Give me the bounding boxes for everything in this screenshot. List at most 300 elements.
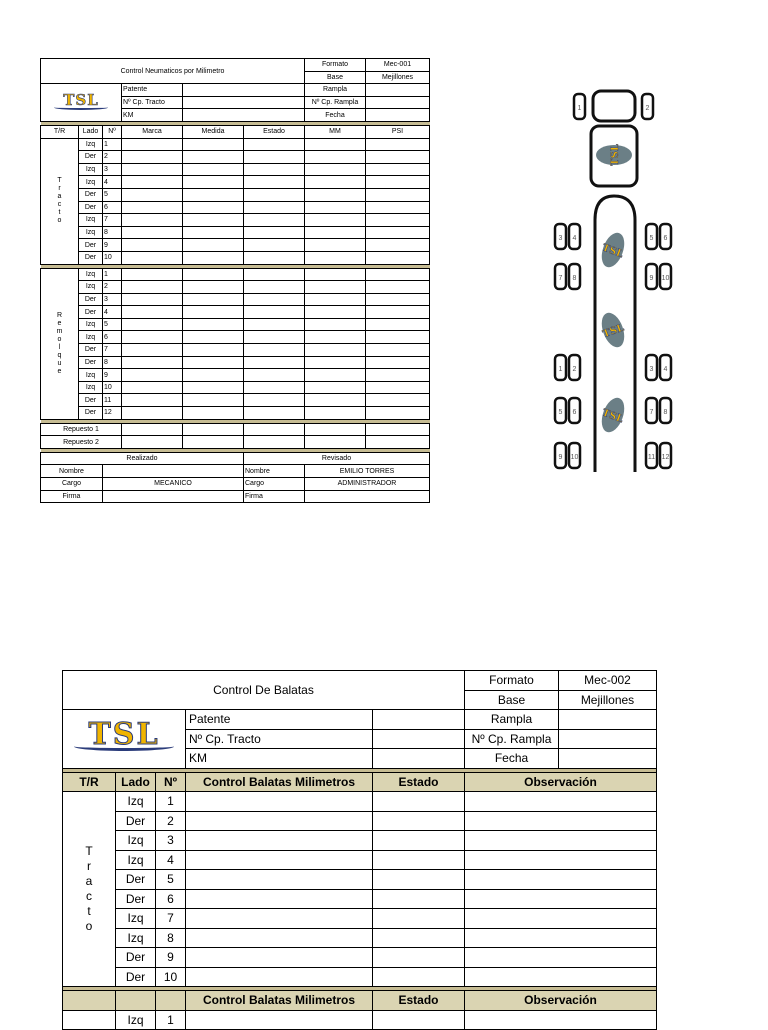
fecha-label: Fecha [465,749,559,769]
mm-cell[interactable] [305,331,366,344]
medida-cell[interactable] [183,331,244,344]
mm-cell[interactable] [305,239,366,252]
estado-cell[interactable] [373,870,465,890]
patente-label: Patente [186,710,373,730]
mm-cell[interactable] [305,318,366,331]
medida-cell[interactable] [183,293,244,306]
observacion-cell[interactable] [465,850,657,870]
estado-cell[interactable] [244,188,305,201]
estado-cell[interactable] [244,214,305,227]
signature-value[interactable]: EMILIO TORRES [305,465,430,478]
psi-cell[interactable] [366,407,430,420]
psi-cell[interactable] [366,188,430,201]
numero-cell: 7 [103,214,122,227]
marca-cell[interactable] [122,214,183,227]
signature-value[interactable] [103,465,244,478]
vertical-letter: o [85,919,93,933]
numero-cell: 6 [103,201,122,214]
estado-cell[interactable] [244,201,305,214]
estado-cell[interactable] [244,251,305,264]
tracto-label [41,138,79,264]
medida-cell[interactable] [183,436,244,449]
observacion-cell[interactable] [465,928,657,948]
marca-cell[interactable] [122,306,183,319]
numero-cell: 9 [156,948,186,968]
signature-label: Nombre [41,465,103,478]
psi-cell[interactable] [366,381,430,394]
lado-cell: Der [79,344,103,357]
tire-number: 5 [649,235,654,242]
marca-cell[interactable] [122,407,183,420]
marca-cell[interactable] [122,239,183,252]
marca-cell[interactable] [122,331,183,344]
estado-cell[interactable] [244,356,305,369]
vertical-letter: o [57,335,62,343]
marca-cell[interactable] [122,436,183,449]
header-numero: Nº [103,125,122,138]
estado-cell[interactable] [244,239,305,252]
numero-cell: 3 [103,163,122,176]
medida-cell[interactable] [183,188,244,201]
cp-rampla-label: Nº Cp. Rampla [465,729,559,749]
km-value[interactable] [373,749,465,769]
mm-cell[interactable] [305,268,366,281]
medida-cell[interactable] [183,138,244,151]
cp-tracto-value[interactable] [183,96,305,109]
formato-label: Formato [465,671,559,691]
medida-cell[interactable] [183,356,244,369]
table-row [41,306,430,319]
vertical-letter: e [57,367,62,375]
company-logo [41,84,122,122]
numero-cell: 2 [156,811,186,831]
marca-cell[interactable] [122,176,183,189]
table-row [41,251,430,264]
medida-cell[interactable] [183,239,244,252]
observacion-cell[interactable] [465,831,657,851]
marca-cell[interactable] [122,293,183,306]
medida-cell[interactable] [183,163,244,176]
estado-cell[interactable] [244,293,305,306]
lado-cell: Izq [79,163,103,176]
estado-cell[interactable] [244,138,305,151]
table-row [41,201,430,214]
numero-cell: 2 [103,151,122,164]
table-row [63,1010,657,1030]
numero-cell: 4 [103,306,122,319]
lado-cell: Der [79,239,103,252]
medida-cell[interactable] [183,423,244,436]
control-balatas-cell[interactable] [186,967,373,987]
psi-cell[interactable] [366,214,430,227]
tire-number: 4 [572,235,577,242]
tire-number: 8 [572,275,577,282]
lado-cell: Izq [79,281,103,294]
fecha-label: Fecha [305,109,366,122]
rampla-value[interactable] [559,710,657,730]
control-balatas-cell[interactable] [186,831,373,851]
tire-number: 1 [558,366,563,373]
cp-tracto-value[interactable] [373,729,465,749]
lado-cell: Der [116,811,156,831]
vertical-letter: o [57,217,62,225]
header-lado: Lado [116,772,156,792]
observacion-cell[interactable] [465,909,657,929]
signature-label: Firma [244,490,305,503]
control-balatas-cell[interactable] [186,811,373,831]
marca-cell[interactable] [122,281,183,294]
psi-cell[interactable] [366,281,430,294]
estado-cell[interactable] [244,281,305,294]
signature-row [41,465,430,478]
vertical-letter: c [86,889,92,903]
psi-cell[interactable] [366,423,430,436]
rampla-label: Rampla [465,710,559,730]
lado-cell: Der [79,394,103,407]
estado-cell[interactable] [244,268,305,281]
numero-cell: 6 [156,889,186,909]
estado-cell[interactable] [244,318,305,331]
form-title: Control De Balatas [63,671,465,710]
tire-number: 7 [558,275,563,282]
vertical-letter: a [57,193,62,201]
mm-cell[interactable] [305,394,366,407]
signature-row [41,478,430,491]
medida-cell[interactable] [183,201,244,214]
mm-cell[interactable] [305,226,366,239]
estado-cell[interactable] [244,163,305,176]
psi-cell[interactable] [366,226,430,239]
header-control-balatas: Control Balatas Milimetros [186,991,373,1011]
table-row [41,226,430,239]
mm-cell[interactable] [305,163,366,176]
estado-cell[interactable] [244,344,305,357]
mm-cell[interactable] [305,436,366,449]
tire-number: 10 [570,454,579,461]
estado-cell[interactable] [244,176,305,189]
signature-value[interactable]: MECANICO [103,478,244,491]
header-lado: Lado [79,125,103,138]
mm-cell[interactable] [305,369,366,382]
mm-cell[interactable] [305,407,366,420]
header-observacion: Observación [465,772,657,792]
cp-tracto-label: Nº Cp. Tracto [122,96,183,109]
logo-text: TSL [610,144,621,166]
medida-cell[interactable] [183,151,244,164]
lado-cell: Der [116,889,156,909]
header-mm: MM [305,125,366,138]
medida-cell[interactable] [183,318,244,331]
psi-cell[interactable] [366,318,430,331]
form-title: Control Neumaticos por Milimetro [41,59,305,84]
mm-cell[interactable] [305,176,366,189]
estado-cell[interactable] [373,831,465,851]
tire-number: 3 [649,366,654,373]
cp-rampla-label: Nº Cp. Rampla [305,96,366,109]
logo-text: TSL [600,407,625,426]
cp-rampla-value[interactable] [366,96,430,109]
table-row [63,831,657,851]
marca-cell[interactable] [122,163,183,176]
observacion-cell[interactable] [465,967,657,987]
control-balatas-cell[interactable] [186,948,373,968]
control-balatas-cell[interactable] [186,909,373,929]
tire-number: 6 [572,409,577,416]
numero-cell: 9 [103,369,122,382]
numero-cell: 6 [103,331,122,344]
psi-cell[interactable] [366,356,430,369]
estado-cell[interactable] [244,306,305,319]
vertical-letter: m [56,327,63,335]
mm-cell[interactable] [305,188,366,201]
mm-cell[interactable] [305,344,366,357]
header-observacion: Observación [465,991,657,1011]
psi-cell[interactable] [366,369,430,382]
lado-cell: Der [79,201,103,214]
medida-cell[interactable] [183,381,244,394]
psi-cell[interactable] [366,201,430,214]
fecha-value[interactable] [366,109,430,122]
tire-number: 2 [645,105,650,112]
table-row [63,967,657,987]
table-row [63,792,657,812]
km-label: KM [186,749,373,769]
km-label: KM [122,109,183,122]
table-row [41,344,430,357]
formato-value: Mec-002 [559,671,657,691]
medida-cell[interactable] [183,369,244,382]
vertical-letter: a [85,874,93,888]
signature-value[interactable]: ADMINISTRADOR [305,478,430,491]
lado-cell: Der [79,407,103,420]
estado-cell[interactable] [244,436,305,449]
medida-cell[interactable] [183,306,244,319]
signature-value[interactable] [103,490,244,503]
estado-cell[interactable] [244,407,305,420]
marca-cell[interactable] [122,423,183,436]
estado-cell[interactable] [244,226,305,239]
psi-cell[interactable] [366,344,430,357]
estado-cell[interactable] [373,811,465,831]
medida-cell[interactable] [183,344,244,357]
vertical-letter: l [58,343,61,351]
psi-cell[interactable] [366,268,430,281]
marca-cell[interactable] [122,268,183,281]
estado-cell[interactable] [244,331,305,344]
km-value[interactable] [183,109,305,122]
estado-cell[interactable] [373,889,465,909]
vertical-letter: T [57,177,62,185]
numero-cell: 11 [103,394,122,407]
table-row [63,909,657,929]
marca-cell[interactable] [122,201,183,214]
medida-cell[interactable] [183,407,244,420]
observacion-cell[interactable] [465,811,657,831]
vertical-letter: e [57,319,62,327]
observacion-cell[interactable] [465,792,657,812]
signature-value[interactable] [305,490,430,503]
marca-cell[interactable] [122,151,183,164]
mm-cell[interactable] [305,281,366,294]
medida-cell[interactable] [183,394,244,407]
mm-cell[interactable] [305,356,366,369]
numero-cell: 5 [156,870,186,890]
tire-number: 10 [661,275,670,282]
control-balatas-cell[interactable] [186,928,373,948]
estado-cell[interactable] [373,967,465,987]
mm-cell[interactable] [305,381,366,394]
psi-cell[interactable] [366,293,430,306]
vertical-letter: u [57,359,62,367]
vertical-letter: t [58,209,61,217]
marca-cell[interactable] [122,138,183,151]
table-row [63,811,657,831]
lado-cell: Der [116,967,156,987]
lado-cell: Izq [116,1010,156,1030]
mm-cell[interactable] [305,201,366,214]
numero-cell: 8 [103,356,122,369]
observacion-cell[interactable] [465,1010,657,1030]
medida-cell[interactable] [183,214,244,227]
header-blank [156,991,186,1011]
tire-number: 4 [663,366,668,373]
marca-cell[interactable] [122,344,183,357]
estado-cell[interactable] [373,928,465,948]
psi-cell[interactable] [366,306,430,319]
psi-cell[interactable] [366,176,430,189]
header-estado: Estado [373,991,465,1011]
mm-cell[interactable] [305,423,366,436]
signature-header [41,452,430,465]
numero-cell: 10 [103,251,122,264]
marca-cell[interactable] [122,394,183,407]
marca-cell[interactable] [122,188,183,201]
marca-cell[interactable] [122,226,183,239]
estado-cell[interactable] [244,369,305,382]
mm-cell[interactable] [305,214,366,227]
marca-cell[interactable] [122,356,183,369]
mm-cell[interactable] [305,306,366,319]
marca-cell[interactable] [122,369,183,382]
psi-cell[interactable] [366,394,430,407]
vertical-letter: r [87,859,91,873]
mm-cell[interactable] [305,151,366,164]
vertical-letter: t [87,904,91,918]
table-row [41,407,430,420]
lado-cell: Der [79,293,103,306]
table-row [63,850,657,870]
table-row [41,188,430,201]
medida-cell[interactable] [183,281,244,294]
tire-number: 11 [647,454,656,461]
header-tr: T/R [41,125,79,138]
estado-cell[interactable] [373,792,465,812]
observacion-cell[interactable] [465,889,657,909]
estado-cell[interactable] [244,394,305,407]
estado-cell[interactable] [244,151,305,164]
lado-cell: Der [79,306,103,319]
numero-cell: 1 [103,138,122,151]
estado-cell[interactable] [373,850,465,870]
medida-cell[interactable] [183,251,244,264]
vertical-letter: c [57,201,62,209]
numero-cell: 3 [103,293,122,306]
mm-cell[interactable] [305,138,366,151]
patente-value[interactable] [183,84,305,97]
table-row [41,214,430,227]
estado-cell[interactable] [244,381,305,394]
numero-cell: 12 [103,407,122,420]
header-control-balatas: Control Balatas Milimetros [186,772,373,792]
repuesto-label: Repuesto 2 [41,436,122,449]
marca-cell[interactable] [122,318,183,331]
estado-cell[interactable] [373,1010,465,1030]
cab-front-icon [593,91,635,121]
column-headers [41,125,430,138]
tire-number: 1 [577,105,582,112]
tire-number: 12 [661,454,670,461]
table-row [41,176,430,189]
control-balatas-cell[interactable] [186,1010,373,1030]
control-balatas-cell[interactable] [186,870,373,890]
medida-cell[interactable] [183,176,244,189]
estado-cell[interactable] [373,909,465,929]
rampla-value[interactable] [366,84,430,97]
tire-number: 8 [663,409,668,416]
base-value: Mejillones [366,71,430,84]
estado-cell[interactable] [244,423,305,436]
control-balatas-cell[interactable] [186,850,373,870]
cp-rampla-value[interactable] [559,729,657,749]
vertical-letter: R [56,311,63,319]
patente-value[interactable] [373,710,465,730]
numero-cell: 8 [103,226,122,239]
psi-cell[interactable] [366,138,430,151]
medida-cell[interactable] [183,226,244,239]
estado-cell[interactable] [373,948,465,968]
table-row [41,239,430,252]
company-logo [63,710,186,769]
control-balatas-cell[interactable] [186,792,373,812]
psi-cell[interactable] [366,151,430,164]
truck-tire-diagram [545,80,690,472]
psi-cell[interactable] [366,331,430,344]
observacion-cell[interactable] [465,948,657,968]
marca-cell[interactable] [122,251,183,264]
psi-cell[interactable] [366,163,430,176]
table-row [41,281,430,294]
mm-cell[interactable] [305,251,366,264]
psi-cell[interactable] [366,436,430,449]
psi-cell[interactable] [366,251,430,264]
repuesto-row [41,436,430,449]
control-balatas-cell[interactable] [186,889,373,909]
tire-number: 3 [558,235,563,242]
vertical-letter: r [58,185,61,193]
mm-cell[interactable] [305,293,366,306]
medida-cell[interactable] [183,268,244,281]
observacion-cell[interactable] [465,870,657,890]
header-marca: Marca [122,125,183,138]
patente-label: Patente [122,84,183,97]
marca-cell[interactable] [122,381,183,394]
lado-cell: Izq [79,331,103,344]
signature-label: Nombre [244,465,305,478]
fecha-value[interactable] [559,749,657,769]
logo-text: TSL [88,716,160,752]
lado-cell: Izq [79,369,103,382]
psi-cell[interactable] [366,239,430,252]
